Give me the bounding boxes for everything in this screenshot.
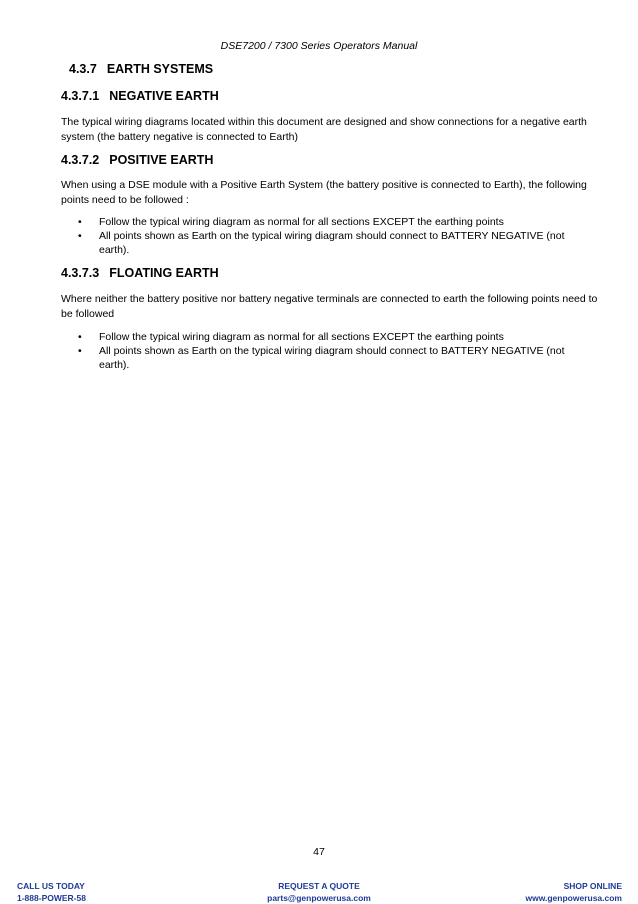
bullet-icon: •: [78, 216, 82, 228]
bullet-icon: •: [78, 230, 82, 242]
positive-earth-title: POSITIVE EARTH: [109, 153, 214, 167]
footer-website-link[interactable]: www.genpowerusa.com: [525, 893, 622, 903]
negative-earth-title: NEGATIVE EARTH: [109, 89, 219, 103]
footer-call-label: CALL US TODAY: [17, 881, 85, 891]
running-header: DSE7200 / 7300 Series Operators Manual: [220, 40, 418, 52]
floating-earth-list: [61, 330, 611, 372]
list-item: • Follow the typical wiring diagram as normal for all sections EXCEPT the earthing points: [78, 331, 504, 343]
section-number: 4.3.7: [69, 62, 97, 76]
floating-earth-heading: [61, 266, 219, 280]
footer-shop-label: SHOP ONLINE: [563, 881, 622, 891]
page-number: 47: [313, 846, 325, 858]
footer-quote-label: REQUEST A QUOTE: [278, 881, 360, 891]
negative-earth-heading: [61, 89, 219, 103]
footer-shop: [525, 880, 622, 904]
footer-phone[interactable]: 1-888-POWER-58: [17, 893, 86, 903]
floating-earth-text: Where neither the battery positive nor battery negative terminals are connected to earth the following points need to be followed: [61, 293, 598, 320]
floating-earth-title: FLOATING EARTH: [109, 266, 219, 280]
list-item: • All points shown as Earth on the typical wiring diagram should connect to BATTERY NEGATIVE (not earth).: [78, 345, 565, 371]
bullet-icon: •: [78, 331, 82, 343]
positive-earth-text: When using a DSE module with a Positive Earth System (the battery positive is connected to Earth), the following points need to be followed :: [61, 179, 587, 206]
negative-earth-text: The typical wiring diagrams located within this document are designed and show connections for a negative earth system (the battery negative is connected to Earth): [61, 116, 587, 143]
section-title: EARTH SYSTEMS: [106, 62, 214, 76]
list-item: • All points shown as Earth on the typical wiring diagram should connect to BATTERY NEGATIVE (not earth).: [78, 230, 565, 256]
positive-earth-list: [61, 215, 611, 257]
list-item: • Follow the typical wiring diagram as normal for all sections EXCEPT the earthing points: [78, 216, 504, 228]
positive-earth-number: 4.3.7.2: [61, 153, 100, 167]
bullet-icon: •: [78, 345, 82, 357]
negative-earth-number: 4.3.7.1: [61, 89, 100, 103]
footer-email-link[interactable]: parts@genpowerusa.com: [267, 893, 371, 903]
floating-earth-number: 4.3.7.3: [61, 266, 100, 280]
positive-earth-heading: [61, 153, 213, 167]
section-heading: [69, 62, 213, 76]
footer: [0, 868, 638, 903]
